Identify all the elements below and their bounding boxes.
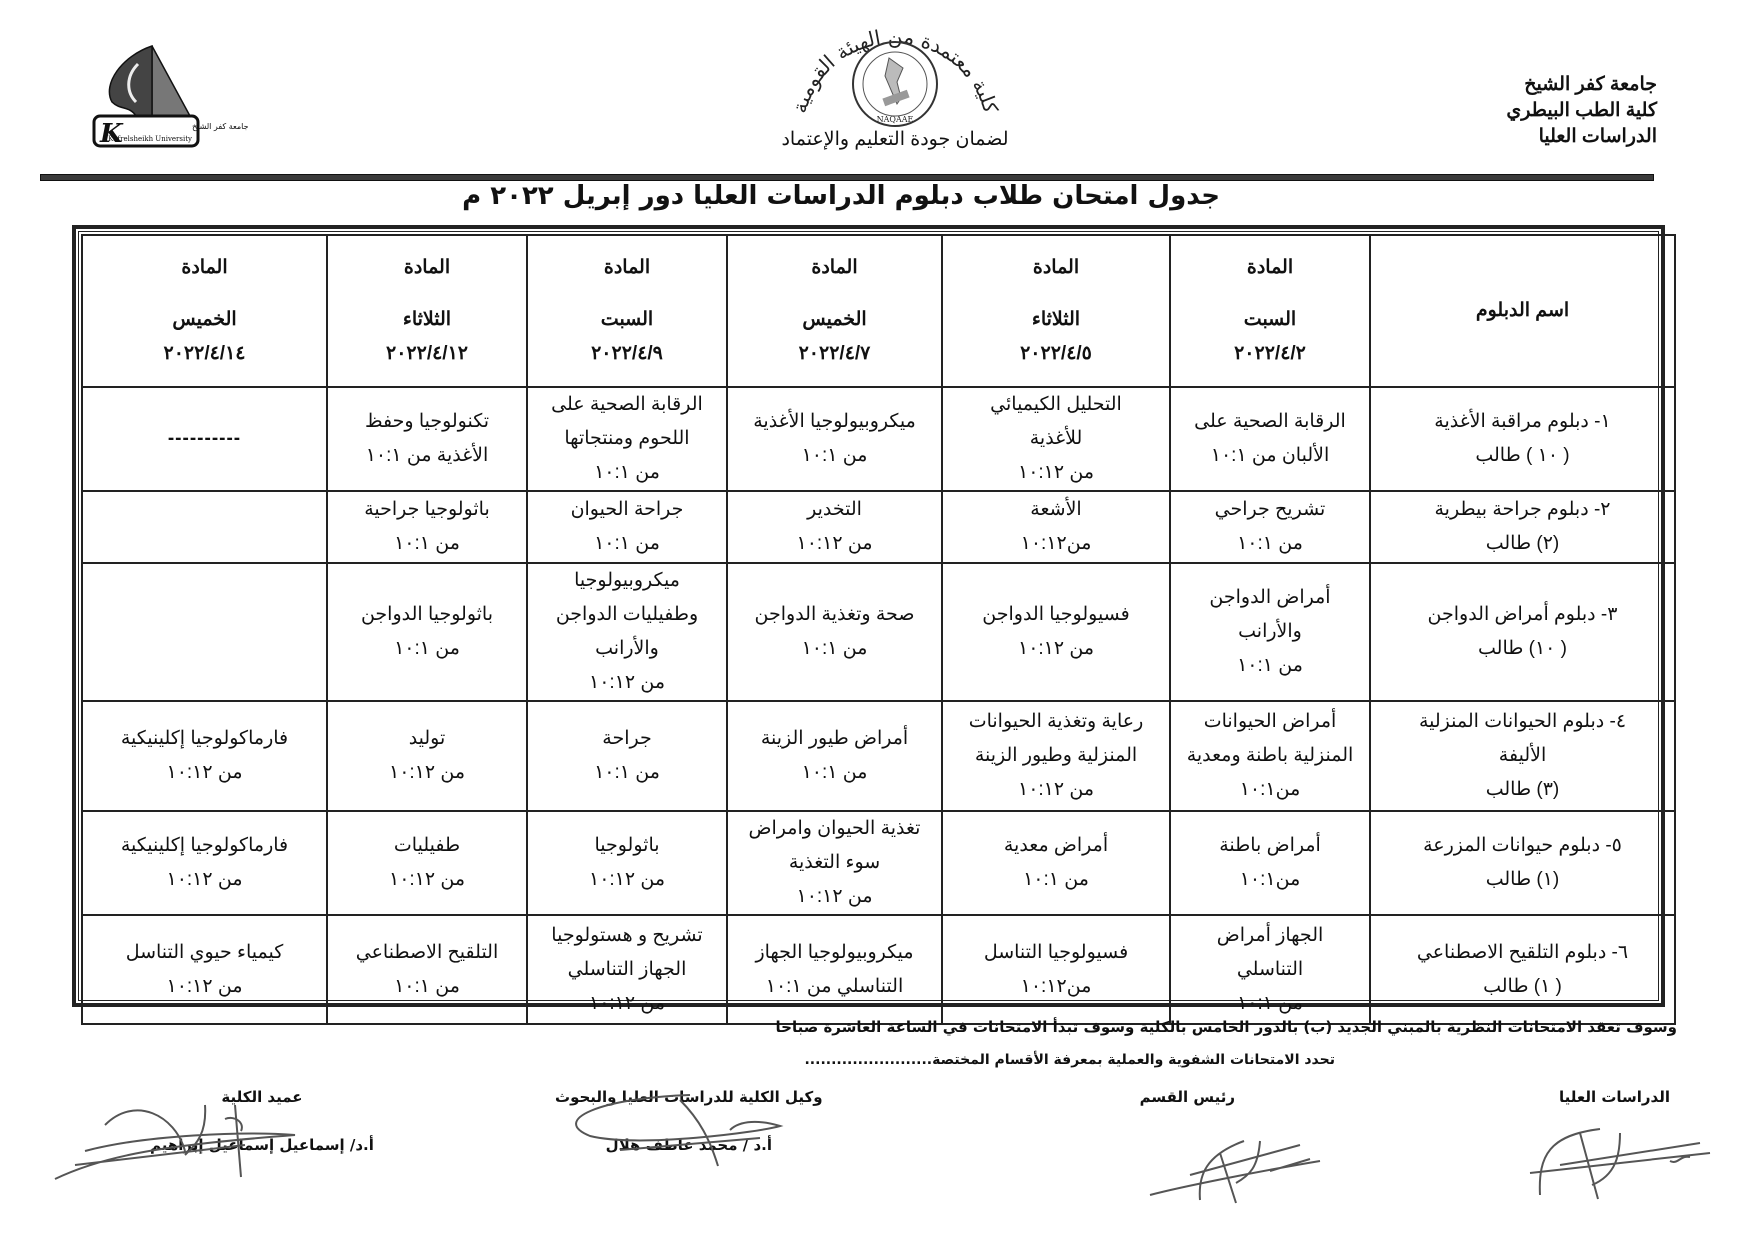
exam-subject-cell xyxy=(527,701,727,811)
subject-line: باثولوجيا xyxy=(594,835,660,856)
table-row xyxy=(82,701,1675,811)
subject-line: التناسلي xyxy=(1236,958,1304,980)
table-row xyxy=(82,915,1675,1024)
exam-subject-cell xyxy=(1170,491,1370,563)
subject-line: كيمياء حيوي التناسل xyxy=(125,941,284,963)
diploma-line: (١) طالب xyxy=(1485,869,1560,890)
subject-line: التخدير xyxy=(807,499,862,520)
exam-subject-cell xyxy=(82,563,327,701)
subject-line: أمراض معدية xyxy=(1003,835,1109,856)
subject-line: من ١٠:١٢ xyxy=(1017,638,1095,659)
subject-line: تغذية الحيوان وامراض xyxy=(748,818,921,839)
exam-subject-cell xyxy=(82,387,327,491)
exam-subject-cell xyxy=(527,915,727,1024)
subject-line: من١٠:١ xyxy=(1239,779,1301,800)
exam-subject-cell xyxy=(942,701,1170,811)
subject-line: من ١٠:١٢ xyxy=(588,992,666,1014)
seal-inner-text: NAQAAE xyxy=(876,115,914,124)
exam-subject-cell xyxy=(727,563,942,701)
diploma-name-cell xyxy=(1370,387,1675,491)
handwritten-signature-icon xyxy=(1140,1115,1340,1205)
oral-practical-note: تحدد الامتحانات الشفوية والعملية بمعرفة الأقسام المختصة........................ xyxy=(804,1052,1335,1068)
subject-line: صحة وتغذية الدواجن xyxy=(754,604,915,625)
exam-subject-cell xyxy=(327,915,527,1024)
subject-line: تشريح و هستولوجيا xyxy=(551,924,703,946)
diploma-name-cell xyxy=(1370,491,1675,563)
subject-line: والأرانب xyxy=(1238,621,1302,642)
subject-line: أمراض الحيوانات xyxy=(1203,711,1337,732)
diploma-line: الأليفة xyxy=(1498,745,1547,766)
diploma-line: (٣) طالب xyxy=(1485,779,1560,800)
subject-line: جراحة الحيوان xyxy=(570,499,684,520)
subject-line: فسيولوجيا التناسل xyxy=(983,941,1129,963)
subject-line: من ١٠:١٢ xyxy=(588,869,666,890)
subject-line: المنزلية باطنة ومعدية xyxy=(1186,745,1354,766)
subject-line: من ١٠:١ xyxy=(1237,655,1303,676)
diploma-line: ٥- دبلوم حيوانات المزرعة xyxy=(1423,835,1622,856)
seal-caption: لضمان جودة التعليم والإعتماد xyxy=(781,129,1009,150)
subject-line: التلقيح الاصطناعي xyxy=(355,941,499,963)
subject-line: اللحوم ومنتجاتها xyxy=(564,428,690,449)
subject-line: من١٠:١٢ xyxy=(1020,975,1092,997)
diploma-line: ( ١٠ ) طالب xyxy=(1475,445,1570,466)
subject-line: من ١٠:١٢ xyxy=(388,762,466,783)
subject-line: من ١٠:١ xyxy=(394,638,460,659)
subject-line: الجهاز أمراض xyxy=(1216,924,1324,946)
diploma-line: ٦- دبلوم التلقيح الاصطناعي xyxy=(1416,941,1629,963)
subject-line: باثولوجيا جراحية xyxy=(364,499,490,520)
subject-line: من ١٠:١ xyxy=(1237,992,1303,1014)
subject-line: من ١٠:١٢ xyxy=(796,886,873,907)
exam-schedule-table xyxy=(72,225,1665,1014)
diploma-name-cell xyxy=(1370,811,1675,915)
subject-line: سوء التغذية xyxy=(788,852,881,873)
exam-location-note: وسوف تعقد الامتحانات النظرية بالمبني الجديد (ب) بالدور الخامس بالكلية وسوف تبدأ الامتحانات في الساعة العاشرة صباحا xyxy=(775,1018,1677,1036)
diploma-line: ١- دبلوم مراقبة الأغذية xyxy=(1434,411,1611,432)
exam-subject-cell xyxy=(1170,387,1370,491)
subject-line: التحليل الكيميائي xyxy=(990,394,1122,415)
exam-subject-cell xyxy=(727,811,942,915)
signature-block-graduate-studies xyxy=(1559,1088,1670,1106)
subject-line: من ١٠:١٢ xyxy=(1017,462,1095,483)
table-row xyxy=(82,811,1675,915)
subject-line: من ١٠:١ xyxy=(394,975,460,997)
table-row xyxy=(82,491,1675,563)
exam-subject-cell xyxy=(82,491,327,563)
table-row xyxy=(82,387,1675,491)
exam-subject-cell xyxy=(82,915,327,1024)
exam-subject-cell xyxy=(1170,915,1370,1024)
subject-line: من١٠:١ xyxy=(1239,869,1301,890)
subject-line: أمراض الدواجن xyxy=(1209,587,1331,608)
subject-line: من ١٠:١٢ xyxy=(166,975,243,997)
department-name: الدراسات العليا xyxy=(1538,126,1657,147)
subject-line: من ١٠:١٢ xyxy=(166,869,243,890)
exam-subject-cell xyxy=(727,491,942,563)
exam-subject-cell xyxy=(727,387,942,491)
subject-line: أمراض باطنة xyxy=(1219,835,1321,856)
subject-line: الجهاز التناسلي xyxy=(567,958,687,980)
subject-line: وطفيليات الدواجن xyxy=(555,604,699,625)
handwritten-signature-icon xyxy=(560,1090,790,1170)
diploma-line: ٢- دبلوم جراحة بيطرية xyxy=(1434,499,1611,520)
naqaae-seal-icon xyxy=(785,6,1005,134)
day-column-header: المادة الثلاثاء ٢٠٢٢/٤/١٢ xyxy=(327,235,527,387)
exam-subject-cell xyxy=(942,491,1170,563)
exam-subject-cell xyxy=(727,701,942,811)
subject-line: من ١٠:١ xyxy=(594,533,660,554)
day-column-header: المادة الثلاثاء ٢٠٢٢/٤/٥ xyxy=(942,235,1170,387)
exam-subject-cell xyxy=(327,491,527,563)
subject-line: من ١٠:١ xyxy=(594,462,660,483)
university-name: جامعة كفر الشيخ xyxy=(1524,74,1657,95)
subject-line: من ١٠:١٢ xyxy=(166,762,243,783)
subject-line: من ١٠:١ xyxy=(1237,533,1303,554)
subject-line: من ١٠:١٢ xyxy=(796,533,873,554)
exam-subject-cell xyxy=(942,915,1170,1024)
subject-line: طفيليات xyxy=(393,835,461,856)
day-column-header: المادة الخميس ٢٠٢٢/٤/١٤ xyxy=(82,235,327,387)
signatory-title: رئيس القسم xyxy=(1139,1088,1235,1106)
subject-line: فارماكولوجيا إكلينيكية xyxy=(120,728,289,749)
exam-subject-cell xyxy=(1170,811,1370,915)
subject-line: الألبان من ١٠:١ xyxy=(1210,445,1330,466)
exam-subject-cell xyxy=(327,563,527,701)
subject-line: توليد xyxy=(408,728,446,749)
signature-block-department-head xyxy=(1140,1088,1235,1106)
subject-line: التناسلي من ١٠:١ xyxy=(765,975,904,997)
subject-line: من ١٠:١ xyxy=(1023,869,1089,890)
subject-line: الرقابة الصحية على xyxy=(551,394,703,415)
day-column-header: المادة السبت ٢٠٢٢/٤/٢ xyxy=(1170,235,1370,387)
document-title: جدول امتحان طلاب دبلوم الدراسات العليا دور إبريل ٢٠٢٢ م xyxy=(462,181,1220,211)
exam-subject-cell xyxy=(942,811,1170,915)
handwritten-signature-icon xyxy=(45,1095,305,1185)
exam-subject-cell xyxy=(942,563,1170,701)
exam-subject-cell xyxy=(727,915,942,1024)
signatory-name: أ.د/ إسماعيل إسماعيل إبراهيم xyxy=(150,1136,374,1154)
diploma-name-cell xyxy=(1370,701,1675,811)
day-column-header: المادة السبت ٢٠٢٢/٤/٩ xyxy=(527,235,727,387)
subject-line: تكنولوجيا وحفظ xyxy=(364,411,490,432)
subject-line: ميكروبيولوجيا الجهاز xyxy=(755,941,914,963)
subject-line: أمراض طيور الزينة xyxy=(760,728,909,749)
subject-line: من ١٠:١٢ xyxy=(388,869,466,890)
diploma-column-header: اسم الدبلوم xyxy=(1370,235,1675,387)
signatory-name: أ.د / محمد عاطف هلال xyxy=(605,1136,772,1154)
subject-line: من ١٠:١ xyxy=(801,445,868,466)
diploma-line: ٣- دبلوم أمراض الدواجن xyxy=(1427,604,1618,625)
faculty-name: كلية الطب البيطري xyxy=(1506,100,1657,121)
exam-subject-cell xyxy=(82,811,327,915)
university-logo xyxy=(92,44,249,149)
subject-line: رعاية وتغذية الحيوانات xyxy=(968,711,1144,732)
signatory-title: الدراسات العليا xyxy=(1558,1088,1670,1106)
handwritten-signature-icon xyxy=(1520,1115,1720,1205)
exam-subject-cell xyxy=(327,811,527,915)
subject-line: من ١٠:١٢ xyxy=(1017,779,1095,800)
seal-arc-text: كلية معتمدة من الهيئة القومية xyxy=(787,24,1004,116)
subject-line: باثولوجيا الدواجن xyxy=(360,604,494,625)
subject-line: للأغذية xyxy=(1029,428,1083,449)
diploma-line: (٢) طالب xyxy=(1485,533,1560,554)
diploma-name-cell xyxy=(1370,563,1675,701)
exam-subject-cell xyxy=(527,811,727,915)
subject-line: ميكروبيولوجيا الأغذية xyxy=(753,411,916,432)
subject-line: من ١٠:١ xyxy=(801,762,868,783)
exam-subject-cell xyxy=(1170,701,1370,811)
header-row xyxy=(82,235,1675,387)
svg-text:K: K xyxy=(100,119,123,149)
subject-line: من ١٠:١ xyxy=(801,638,868,659)
subject-line: الأشعة xyxy=(1030,499,1082,520)
subject-line: فارماكولوجيا إكلينيكية xyxy=(120,835,289,856)
exam-subject-cell xyxy=(82,701,327,811)
logo-english-text: Kafrelsheikh University xyxy=(108,135,192,143)
signatory-title: عميد الكلية xyxy=(221,1088,303,1106)
subject-line: من١٠:١٢ xyxy=(1020,533,1092,554)
exam-subject-cell xyxy=(527,491,727,563)
diploma-name-cell xyxy=(1370,915,1675,1024)
subject-line: جراحة xyxy=(602,728,652,749)
accreditation-seal xyxy=(730,6,1060,156)
diploma-line: ( ١) طالب xyxy=(1483,975,1562,997)
subject-line: من ١٠:١ xyxy=(594,762,660,783)
subject-line: تشريح جراحي xyxy=(1214,499,1326,520)
exam-subject-cell xyxy=(327,387,527,491)
subject-line: ---------- xyxy=(167,428,242,449)
header-divider xyxy=(40,174,1654,181)
subject-line: من ١٠:١ xyxy=(394,533,460,554)
signatory-title: وكيل الكلية للدراسات العليا والبحوث xyxy=(555,1088,823,1106)
logo-arabic-text: جامعة كفر الشيخ xyxy=(192,122,249,131)
subject-line: ميكروبيولوجيا xyxy=(574,570,680,591)
subject-line: الأغذية من ١٠:١ xyxy=(365,445,489,466)
exam-subject-cell xyxy=(527,563,727,701)
sail-logo-icon xyxy=(92,44,249,149)
subject-line: والأرانب xyxy=(595,638,659,659)
table-row xyxy=(82,563,1675,701)
diploma-line: ٤- دبلوم الحيوانات المنزلية xyxy=(1418,711,1627,732)
schedule-grid xyxy=(81,234,1676,1025)
exam-subject-cell xyxy=(1170,563,1370,701)
subject-line: الرقابة الصحية على xyxy=(1194,411,1346,432)
exam-subject-cell xyxy=(527,387,727,491)
institution-header xyxy=(1506,72,1657,150)
subject-line: من ١٠:١٢ xyxy=(588,672,666,693)
day-column-header: المادة الخميس ٢٠٢٢/٤/٧ xyxy=(727,235,942,387)
subject-line: المنزلية وطيور الزينة xyxy=(974,745,1138,766)
diploma-line: ( ١٠) طالب xyxy=(1478,638,1567,659)
exam-subject-cell xyxy=(942,387,1170,491)
exam-subject-cell xyxy=(327,701,527,811)
subject-line: فسيولوجيا الدواجن xyxy=(982,604,1130,625)
